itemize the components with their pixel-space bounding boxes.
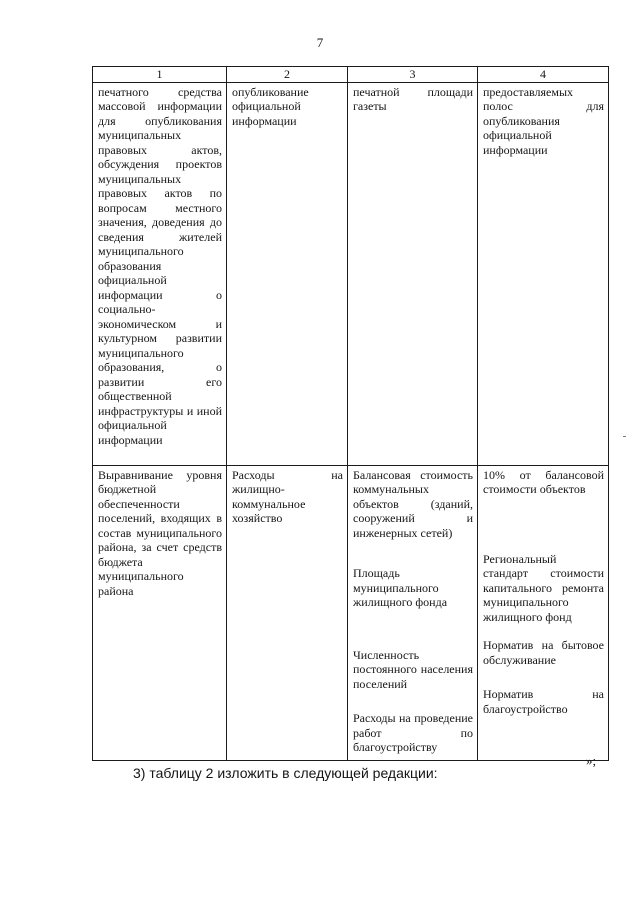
header-col-3: 3 (348, 67, 478, 83)
header-col-4: 4 (478, 67, 609, 83)
cell-text: печатной площади газеты (353, 84, 473, 113)
cell-text: Региональный стандарт стоимости капитального ремонта муниципального жилищного фонд (483, 551, 604, 624)
table-cell (227, 82, 348, 465)
cell-text: опубликование официальной информации (232, 84, 309, 128)
cell-text: Расходы на проведение работ по благоустройству (353, 711, 473, 754)
table-cell (93, 82, 227, 465)
table-cell (478, 465, 609, 760)
requirements-table (92, 66, 609, 761)
scan-mark (623, 436, 626, 437)
cell-text: Площадь муниципального жилищного фонда (353, 566, 448, 609)
cell-text: Численность постоянного населения поселений (353, 647, 473, 691)
table-row (93, 82, 609, 465)
cell-text: Расходы на жилищно-коммунальное хозяйство (232, 467, 343, 525)
cell-text: предоставляемых полос для опубликования официальной информации (483, 84, 604, 157)
header-col-1: 1 (93, 67, 227, 83)
cell-text: печатного средства массовой информации для опубликования муниципальных правовых актов, обсуждения проектов муниципальных правовых актов по вопросам местного значения, доведения до сведения жителей муниципального образования официальной информации о социально-экономическом и культурном развитии муниципального образования, о развитии его общественной инфраструктуры и иной официальной информации (98, 84, 222, 447)
header-col-2: 2 (227, 67, 348, 83)
table-header-row (93, 67, 609, 83)
table-row (93, 465, 609, 760)
cell-text: Выравнивание уровня бюджетной обеспеченности поселений, входящих в состав муниципального района, за счет средств бюджета муниципального района (98, 467, 222, 598)
table-cell (478, 82, 609, 465)
table-cell (227, 465, 348, 760)
closing-quote: »; (586, 753, 597, 768)
instruction-text: 3) таблицу 2 изложить в следующей редакции: (133, 765, 438, 781)
page-number: 7 (316, 35, 324, 50)
cell-text: 10% от балансовой стоимости объектов (483, 467, 604, 496)
cell-text: Балансовая стоимость коммунальных объектов (зданий, сооружений и инженерных сетей) (353, 467, 473, 540)
table-cell (93, 465, 227, 760)
cell-text: Норматив на благоустройство (483, 687, 604, 716)
table-cell (348, 465, 478, 760)
cell-text: Норматив на бытовое обслуживание (483, 638, 604, 667)
table-cell (348, 82, 478, 465)
